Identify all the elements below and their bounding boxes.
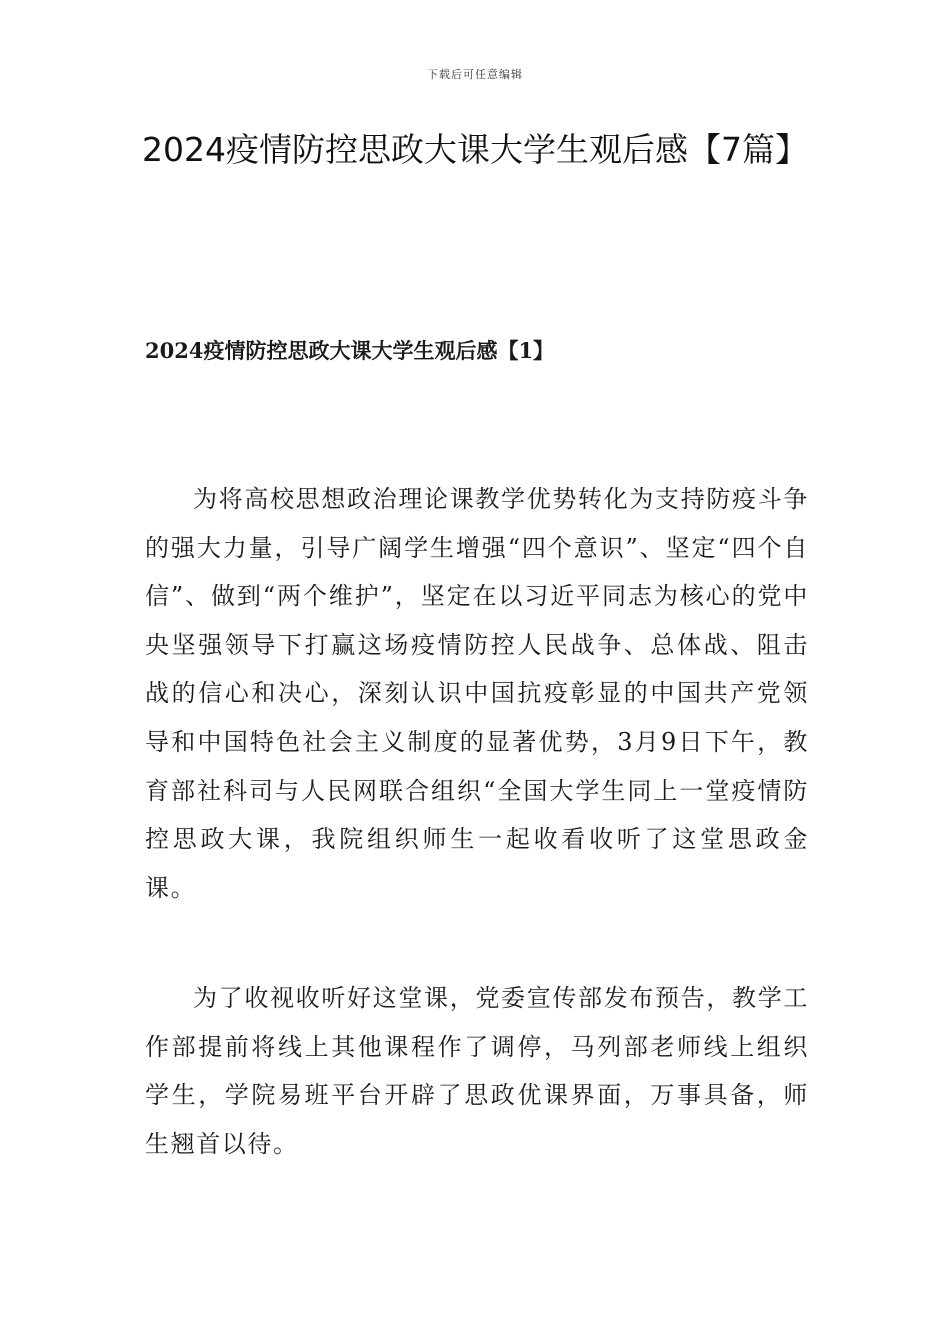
section-heading: 2024疫情防控思政大课大学生观后感【1】	[145, 338, 555, 363]
body-paragraph-1: 为将高校思想政治理论课教学优势转化为支持防疫斗争的强大力量，引导广阔学生增强“四个意识”、坚定“四个自信”、做到“两个维护”，坚定在以习近平同志为核心的党中央坚强领导下打赢这场疫情防控人民战争、总体战、阻击战的信心和决心，深刻认识中国抗疫彰显的中国共产党领导和中国特色社会主义制度的显著优势，3月9日下午，教育部社科司与人民网联合组织“全国大学生同上一堂疫情防控思政大课，我院组织师生一起收看收听了这堂思政金课。	[145, 485, 809, 902]
document-title: 2024疫情防控思政大课大学生观后感【7篇】	[142, 130, 808, 169]
header-note: 下载后可任意编辑	[427, 68, 523, 81]
body-paragraph-2: 为了收视收听好这堂课，党委宣传部发布预告，教学工作部提前将线上其他课程作了调停，马列部老师线上组织学生，学院易班平台开辟了思政优课界面，万事具备，师生翘首以待。	[145, 984, 809, 1158]
